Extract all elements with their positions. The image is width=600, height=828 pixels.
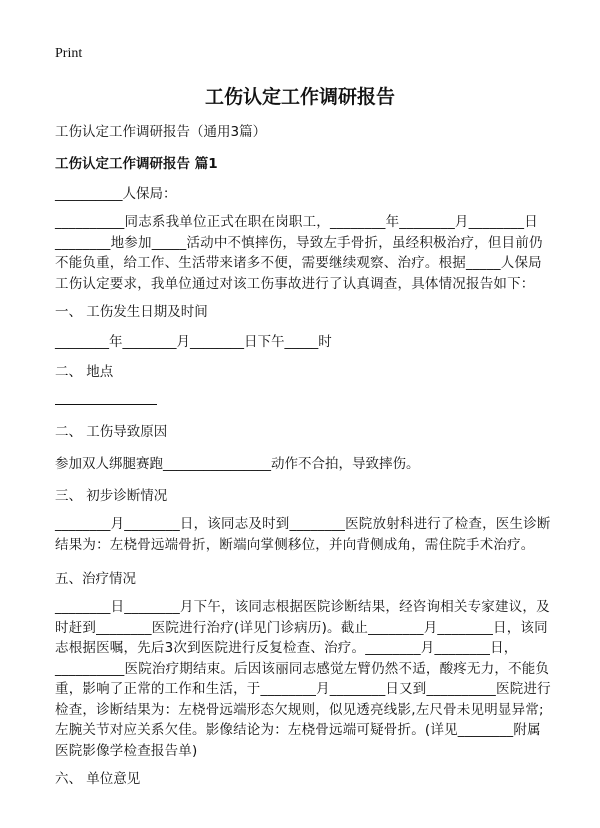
cause-text: 参加双人绑腿赛跑________________动作不合拍，导致摔伤。 <box>55 456 420 472</box>
line: 工伤认定要求，我单位通过对该工伤事故进行了认真调查，具体情况报告如下： <box>55 275 535 292</box>
heading-cause: 二、 工伤导致原因 <box>55 424 168 440</box>
line: ________月________日，该同志及时到________医院放射科进行了检查，医生诊断 <box>55 516 551 532</box>
line: 医院影像学检查报告单) <box>55 742 198 759</box>
line: __________同志系我单位正式在职在岗职工，________年________月________日 <box>55 214 538 230</box>
section-title: 工伤认定工作调研报告 篇1 <box>55 156 218 172</box>
heading-treatment: 五、治疗情况 <box>55 571 136 587</box>
date-line: ________年________月________日下午_____时 <box>55 334 332 350</box>
intro-paragraph <box>55 212 550 294</box>
line: ________日________月下午，该同志根据医院诊断结果，经咨询相关专家建议，及 <box>55 599 550 615</box>
subtitle: 工伤认定工作调研报告（通用3篇） <box>55 124 267 140</box>
line: 不能负重，给工作、生活带来诸多不便，需要继续观察、治疗。根据_____人保局 <box>55 255 542 271</box>
diagnosis-paragraph <box>55 514 550 555</box>
heading-diagnosis: 三、 初步诊断情况 <box>55 488 168 504</box>
treatment-paragraph <box>55 597 550 761</box>
line: 检查，诊断结果为：左桡骨远端形态欠规则，似见透亮线影,左尺骨未见明显异常; <box>55 701 544 718</box>
line: 时赶到________医院进行治疗(详见门诊病历)。截止________月________日，该同 <box>55 619 548 636</box>
line: __________医院治疗期结束。后因该丽同志感觉左臂仍然不适，酸疼无力，不能负 <box>55 660 550 677</box>
line: ________地参加_____活动中不慎摔伤，导致左手骨折，虽经积极治疗，但目前仍 <box>55 234 543 251</box>
document-title: 工伤认定工作调研报告 <box>204 86 395 108</box>
heading-date: 一、 工伤发生日期及时间 <box>55 304 208 320</box>
salutation: __________人保局： <box>55 186 177 202</box>
line: 结果为：左桡骨远端骨折，断端向掌侧移位，并向背侧成角，需住院手术治疗。 <box>55 536 535 553</box>
heading-opinion: 六、 单位意见 <box>55 771 141 787</box>
print-link[interactable]: Print <box>55 46 83 61</box>
location-blank <box>55 404 157 405</box>
line: 志根据医嘱，先后3次到医院进行反复检查、治疗。________月________日， <box>55 640 518 656</box>
line: 重，影响了正常的工作和生活，于________月________日又到__________医院进行 <box>55 681 551 697</box>
line: 左腕关节对应关系欠佳。影像结论为：左桡骨远端可疑骨折。(详见________附属 <box>55 722 541 738</box>
heading-location: 二、 地点 <box>55 364 114 380</box>
